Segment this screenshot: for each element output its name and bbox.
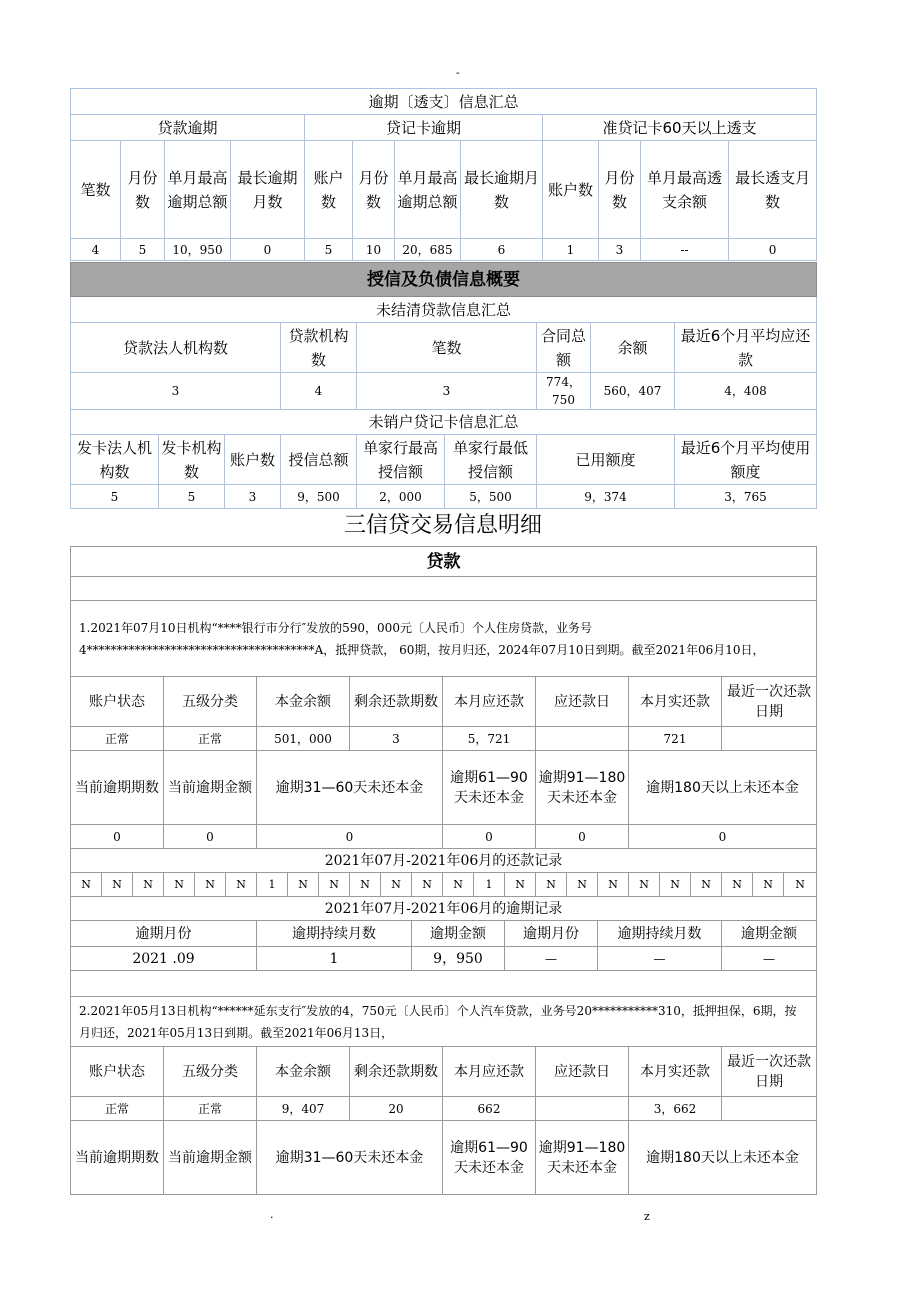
loan1-value: 3 — [350, 727, 443, 751]
footer-mark-left: . — [270, 1208, 274, 1221]
loan2-header: 应还款日 — [536, 1047, 629, 1097]
overdue-summary-table — [70, 88, 817, 261]
loan1-header: 剩余还款期数 — [350, 677, 443, 727]
loan2-overdue-header: 逾期31—60天未还本金 — [257, 1121, 443, 1195]
loan-value: 560，407 — [591, 373, 675, 410]
loan1-description: 1.2021年07月10日机构“****银行市分行″发放的590，000元〔人民币〕个人住房贷款，业务号4**************************************A，抵押贷款， 60期，按月归还，2024年07月10日到期。截至2021年06月10日， — [71, 601, 817, 677]
card-header: 授信总额 — [281, 435, 357, 485]
group-semi-credit-overdraft: 准贷记卡60天以上透支 — [543, 115, 817, 141]
loan1-overdue-header: 当前逾期期数 — [71, 751, 164, 825]
blank-row — [71, 971, 817, 997]
overdue-value: 3 — [599, 239, 641, 261]
loan-value: 4 — [281, 373, 357, 410]
overdue-header: 最长逾期月数 — [231, 141, 305, 239]
loan-detail-table — [70, 546, 817, 1195]
card-summary-title: 未销户贷记卡信息汇总 — [71, 410, 817, 435]
loan1-header: 本月应还款 — [443, 677, 536, 727]
loan1-header: 本金余额 — [257, 677, 350, 727]
loan-value: 4，408 — [675, 373, 817, 410]
overdue-value: -- — [641, 239, 729, 261]
header-mark: - — [456, 66, 460, 79]
loan1-overdue-header: 逾期61—90天未还本金 — [443, 751, 536, 825]
loan1-overdue-header: 逾期31—60天未还本金 — [257, 751, 443, 825]
loan2-header: 本月实还款 — [629, 1047, 722, 1097]
repayment-month: N — [629, 873, 660, 897]
overdue-header: 最长逾期月数 — [461, 141, 543, 239]
overdue-header: 单月最高逾期总额 — [165, 141, 231, 239]
loan1-overdue-value: 0 — [71, 825, 164, 849]
overdue-header: 账户数 — [543, 141, 599, 239]
repayment-month: N — [412, 873, 443, 897]
loan1-overdue-value: 0 — [536, 825, 629, 849]
loan2-value: 正常 — [71, 1097, 164, 1121]
loan1-overdue-value: 0 — [629, 825, 817, 849]
loan2-value — [722, 1097, 817, 1121]
overdue-value: 4 — [71, 239, 121, 261]
loan-header: 余额 — [591, 323, 675, 373]
loan2-value: 正常 — [164, 1097, 257, 1121]
repayment-month: N — [381, 873, 412, 897]
card-value: 2，000 — [357, 485, 445, 509]
repayment-month: N — [753, 873, 784, 897]
card-value: 9，500 — [281, 485, 357, 509]
repayment-month: N — [536, 873, 567, 897]
loan-header: 笔数 — [357, 323, 537, 373]
overdue-header: 单月最高逾期总额 — [395, 141, 461, 239]
loan2-value: 9，407 — [257, 1097, 350, 1121]
loan1-overdue-header: 当前逾期金额 — [164, 751, 257, 825]
overdue-header: 账户数 — [305, 141, 353, 239]
loan2-header: 本金余额 — [257, 1047, 350, 1097]
repayment-month: 1 — [474, 873, 505, 897]
blank-row — [71, 577, 817, 601]
overdue-header: 单月最高透支余额 — [641, 141, 729, 239]
card-value: 3，765 — [675, 485, 817, 509]
overdue-value: 10，950 — [165, 239, 231, 261]
overdue-record-title: 2021年07月-2021年06月的逾期记录 — [71, 897, 817, 921]
repayment-month: N — [567, 873, 598, 897]
overdue-value: 10 — [353, 239, 395, 261]
loan-header: 最近6个月平均应还款 — [675, 323, 817, 373]
overdue-value: 1 — [543, 239, 599, 261]
loan1-value: 501，000 — [257, 727, 350, 751]
loan-header: 贷款法人机构数 — [71, 323, 281, 373]
overdue-record-value: — — [722, 947, 817, 971]
loan2-value: 20 — [350, 1097, 443, 1121]
overdue-value: 5 — [305, 239, 353, 261]
repayment-month: N — [319, 873, 350, 897]
repayment-month: N — [660, 873, 691, 897]
loan-value: 774，750 — [537, 373, 591, 410]
overdue-record-header: 逾期持续月数 — [257, 921, 412, 947]
loan1-value: 正常 — [71, 727, 164, 751]
loan1-header: 最近一次还款日期 — [722, 677, 817, 727]
loan2-overdue-header: 当前逾期金额 — [164, 1121, 257, 1195]
overdue-record-header: 逾期持续月数 — [598, 921, 722, 947]
overdue-value: 0 — [231, 239, 305, 261]
repayment-record-title: 2021年07月-2021年06月的还款记录 — [71, 849, 817, 873]
card-value: 3 — [225, 485, 281, 509]
overdue-record-value: — — [505, 947, 598, 971]
loans-title: 贷款 — [71, 547, 817, 577]
repayment-month: N — [102, 873, 133, 897]
card-header: 已用额度 — [537, 435, 675, 485]
repayment-month: N — [691, 873, 722, 897]
repayment-month: N — [288, 873, 319, 897]
overdue-record-header: 逾期金额 — [722, 921, 817, 947]
loan1-overdue-header: 逾期91—180天未还本金 — [536, 751, 629, 825]
repayment-month: N — [195, 873, 226, 897]
loan2-overdue-header: 当前逾期期数 — [71, 1121, 164, 1195]
overdue-value: 5 — [121, 239, 165, 261]
loan-value: 3 — [357, 373, 537, 410]
loan1-overdue-value: 0 — [443, 825, 536, 849]
loan2-overdue-header: 逾期61—90天未还本金 — [443, 1121, 536, 1195]
loan1-header: 应还款日 — [536, 677, 629, 727]
card-value: 9，374 — [537, 485, 675, 509]
loan2-value: 662 — [443, 1097, 536, 1121]
loan2-header: 剩余还款期数 — [350, 1047, 443, 1097]
card-value: 5 — [71, 485, 159, 509]
card-value: 5，500 — [445, 485, 537, 509]
loan2-value: 3，662 — [629, 1097, 722, 1121]
loan2-description: 2.2021年05月13日机构“******延东支行″发放的4，750元〔人民币〕个人汽车贷款，业务号20***********310，抵押担保，6期，按月归还，2021年05月13日到期。截至2021年06月13日， — [71, 997, 817, 1047]
card-header: 单家行最低授信额 — [445, 435, 537, 485]
loan1-value: 721 — [629, 727, 722, 751]
repayment-month: N — [598, 873, 629, 897]
overdue-record-header: 逾期月份 — [505, 921, 598, 947]
repayment-month: N — [226, 873, 257, 897]
overdue-header: 最长透支月数 — [729, 141, 817, 239]
loan1-header: 账户状态 — [71, 677, 164, 727]
group-credit-card-overdue: 贷记卡逾期 — [305, 115, 543, 141]
loan2-value — [536, 1097, 629, 1121]
repayment-month: N — [505, 873, 536, 897]
loan1-overdue-value: 0 — [164, 825, 257, 849]
repayment-month: N — [133, 873, 164, 897]
card-value: 5 — [159, 485, 225, 509]
repayment-month: N — [722, 873, 753, 897]
loan-summary-title: 未结清贷款信息汇总 — [71, 297, 817, 323]
repayment-month: N — [71, 873, 102, 897]
card-header: 发卡法人机构数 — [71, 435, 159, 485]
repayment-month: N — [784, 873, 817, 897]
card-header: 最近6个月平均使用额度 — [675, 435, 817, 485]
detail-section-title: 三信贷交易信息明细 — [343, 513, 542, 538]
loan2-header: 最近一次还款日期 — [722, 1047, 817, 1097]
overdue-value: 20，685 — [395, 239, 461, 261]
overdue-header: 月份数 — [121, 141, 165, 239]
group-loan-overdue: 贷款逾期 — [71, 115, 305, 141]
card-header: 账户数 — [225, 435, 281, 485]
loan2-header: 五级分类 — [164, 1047, 257, 1097]
overdue-header: 月份数 — [599, 141, 641, 239]
overdue-record-header: 逾期月份 — [71, 921, 257, 947]
overdue-record-value: 9，950 — [412, 947, 505, 971]
overdue-value: 0 — [729, 239, 817, 261]
loan2-header: 本月应还款 — [443, 1047, 536, 1097]
overdue-title: 逾期〔透支〕信息汇总 — [71, 89, 817, 115]
overdue-record-value: 1 — [257, 947, 412, 971]
loan1-overdue-header: 逾期180天以上未还本金 — [629, 751, 817, 825]
overdue-value: 6 — [461, 239, 543, 261]
overdue-record-value: — — [598, 947, 722, 971]
repayment-month: N — [164, 873, 195, 897]
card-header: 发卡机构数 — [159, 435, 225, 485]
overdue-record-header: 逾期金额 — [412, 921, 505, 947]
loan1-value — [722, 727, 817, 751]
loan2-header: 账户状态 — [71, 1047, 164, 1097]
loan-value: 3 — [71, 373, 281, 410]
repayment-month: N — [443, 873, 474, 897]
repayment-month: 1 — [257, 873, 288, 897]
loan1-value — [536, 727, 629, 751]
credit-summary-title: 授信及负债信息概要 — [71, 263, 817, 297]
loan-header: 合同总额 — [537, 323, 591, 373]
loan1-value: 5，721 — [443, 727, 536, 751]
loan-header: 贷款机构数 — [281, 323, 357, 373]
loan1-value: 正常 — [164, 727, 257, 751]
card-header: 单家行最高授信额 — [357, 435, 445, 485]
overdue-record-value: 2021 .09 — [71, 947, 257, 971]
loan1-header: 本月实还款 — [629, 677, 722, 727]
credit-liability-table — [70, 262, 817, 509]
loan1-overdue-value: 0 — [257, 825, 443, 849]
repayment-month: N — [350, 873, 381, 897]
loan2-overdue-header: 逾期180天以上未还本金 — [629, 1121, 817, 1195]
loan1-header: 五级分类 — [164, 677, 257, 727]
overdue-header: 笔数 — [71, 141, 121, 239]
footer-mark-right: z — [644, 1210, 650, 1223]
overdue-header: 月份数 — [353, 141, 395, 239]
loan2-overdue-header: 逾期91—180天未还本金 — [536, 1121, 629, 1195]
